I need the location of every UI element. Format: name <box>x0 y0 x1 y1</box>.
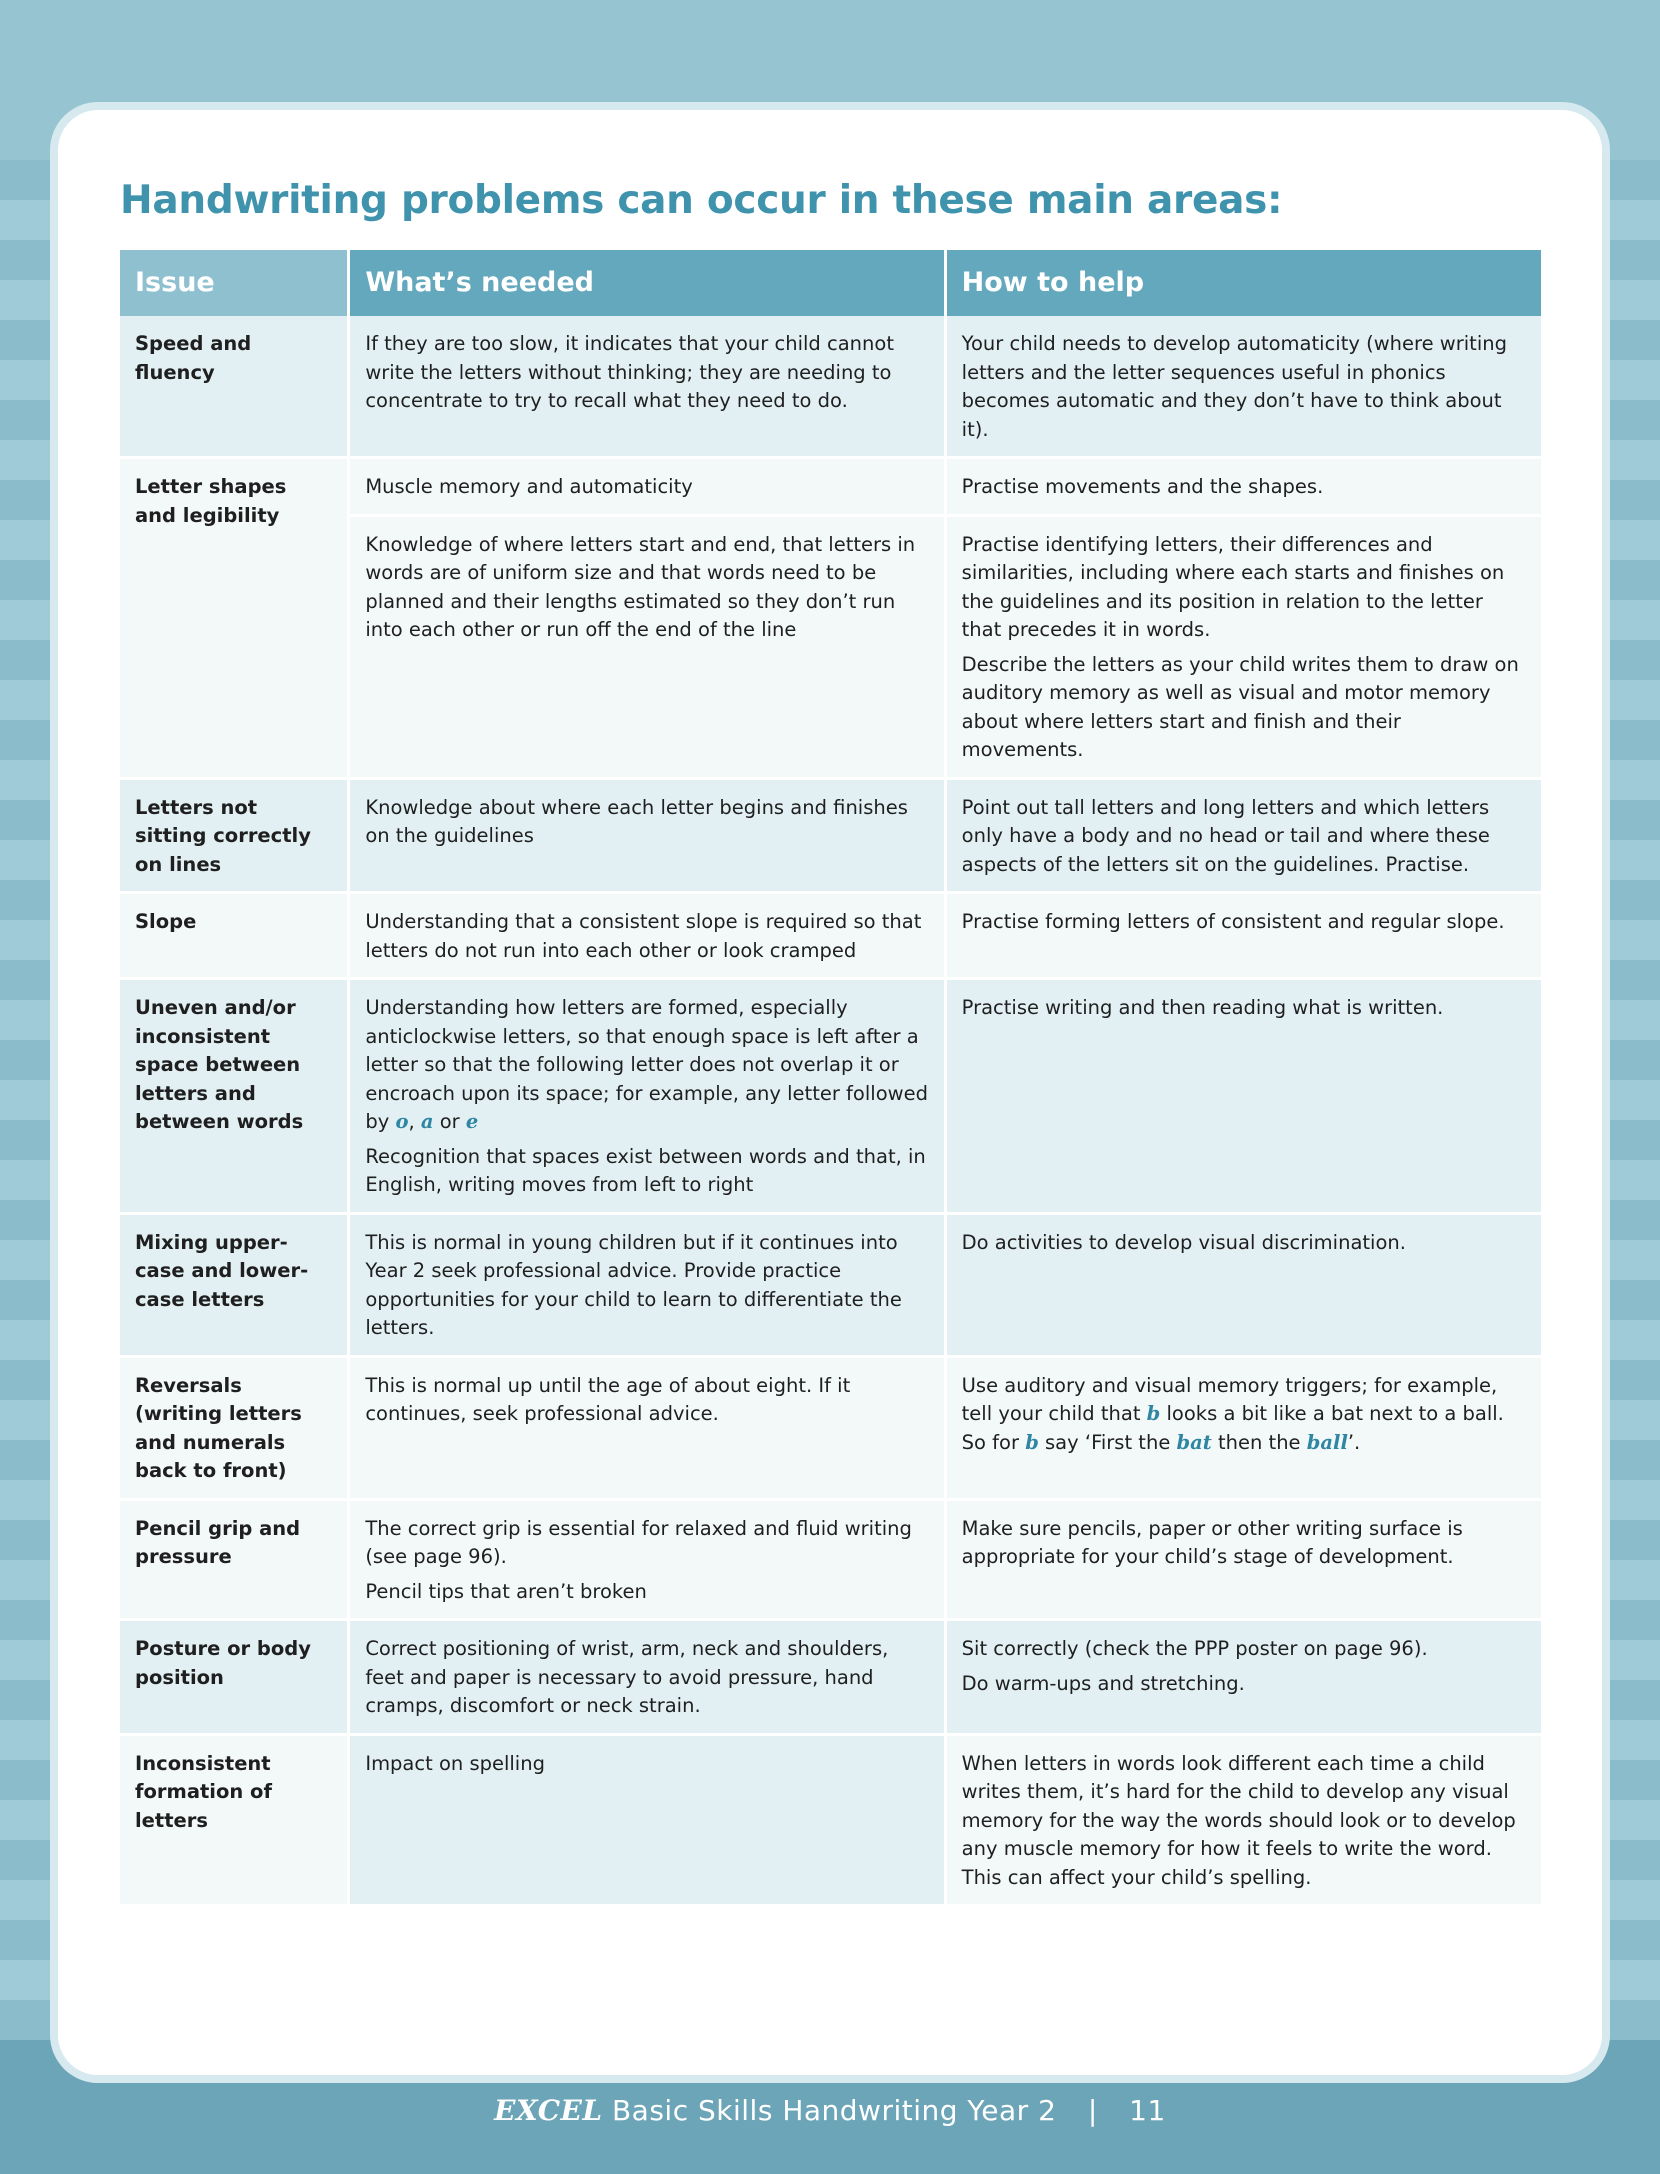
table-row <box>120 894 1541 980</box>
needed-text: This is normal in young children but if it continues into Year 2 seek professional advice. Provide practice opportunities for your child to learn to differentiate the letters. <box>365 1230 902 1339</box>
example-letter-o: o <box>395 1110 409 1133</box>
needed-cell <box>350 894 946 980</box>
needed-cell <box>350 1736 946 1908</box>
help-cell <box>947 780 1541 895</box>
table-row <box>120 980 1541 1215</box>
example-word-bat: bat <box>1176 1430 1212 1454</box>
issue-cell: Pencil grip and pressure <box>120 1501 350 1622</box>
help-cell <box>947 1501 1541 1622</box>
help-cell <box>947 980 1541 1215</box>
footer-brand: EXCEL <box>494 2094 603 2127</box>
needed-text: Impact on spelling <box>365 1751 545 1775</box>
needed-text <box>365 994 928 1137</box>
issue-cell: Inconsistent formation of letters <box>120 1736 350 1908</box>
needed-cell <box>350 316 946 459</box>
help-cell <box>947 316 1541 459</box>
needed-text: Recognition that spaces exist between words and that, in English, writing moves from left to right <box>365 1144 926 1196</box>
issue-cell: Letter shapes and legibility <box>120 459 350 780</box>
help-cell <box>947 1358 1541 1501</box>
help-text: Do warm-ups and stretching. <box>961 1671 1245 1695</box>
table-row <box>120 1501 1541 1622</box>
needed-text: If they are too slow, it indicates that your child cannot write the letters without thinking; they are needing to concentrate to try to recall what they need to do. <box>365 332 894 412</box>
help-text: Practise movements and the shapes. <box>947 473 1541 517</box>
help-cell <box>947 1736 1541 1908</box>
help-text: When letters in words look different each time a child writes them, it’s hard for the child to develop any visual memory for the way the words should look or to develop any muscle memory for how it feels to write the word. This can affect your child’s spelling. <box>961 1751 1516 1889</box>
separator-text: , <box>408 1110 421 1133</box>
help-text: Point out tall letters and long letters and which letters only have a body and no head or tail and where these aspects of the letters sit on the guidelines. Practise. <box>961 795 1490 876</box>
example-word-ball: ball <box>1306 1430 1348 1454</box>
needed-text: Knowledge of where letters start and end, that letters in words are of uniform size and that words need to be planned and their lengths estimated so they don’t run into each other or run off the end of the line <box>365 532 916 641</box>
help-text: Practise writing and then reading what is written. <box>961 996 1444 1019</box>
example-letter-e: e <box>465 1110 479 1133</box>
page-heading: Handwriting problems can occur in these main areas: <box>120 178 1283 223</box>
help-text: Do activities to develop visual discrimination. <box>961 1230 1406 1254</box>
help-part: looks a bit like a bat next to a ball. So for <box>961 1402 1504 1454</box>
table-row <box>120 1621 1541 1736</box>
needed-cell <box>350 1358 946 1501</box>
help-text: Your child needs to develop automaticity (where writing letters and the letter sequences useful in phonics becomes automatic and they don’t have to think about it). <box>961 332 1507 441</box>
help-part: say ‘First the <box>1038 1430 1177 1454</box>
page-footer <box>0 2094 1660 2127</box>
page-number: 11 <box>1129 2094 1166 2127</box>
separator-text: or <box>433 1110 466 1133</box>
issue-cell: Mixing upper-case and lower-case letters <box>120 1215 350 1358</box>
table-row <box>120 459 1541 780</box>
table-row <box>120 1358 1541 1501</box>
issue-cell: Letters not sitting correctly on lines <box>120 780 350 895</box>
help-part: then the <box>1211 1430 1307 1454</box>
needed-text: This is normal up until the age of about eight. If it continues, seek professional advice. <box>365 1373 851 1425</box>
needed-cell <box>350 1621 946 1736</box>
needed-prefix: Understanding how letters are formed, especially anticlockwise letters, so that enough space is left after a letter so that the following letter does not overlap it or encroach upon its space; for example, any letter followed by <box>365 996 928 1133</box>
issue-cell: Reversals (writing letters and numerals back to front) <box>120 1358 350 1501</box>
handwriting-problems-table <box>120 250 1541 1907</box>
needed-text: Pencil tips that aren’t broken <box>365 1579 647 1603</box>
help-text: Sit correctly (check the PPP poster on page 96). <box>961 1637 1428 1660</box>
needed-text: Understanding that a consistent slope is required so that letters do not run into each other or look cramped <box>365 910 922 962</box>
help-part: ’. <box>1347 1430 1361 1454</box>
help-part: Use auditory and visual memory triggers; for example, tell your child that <box>961 1373 1498 1425</box>
issue-cell: Speed and fluency <box>120 316 350 459</box>
needed-text: The correct grip is essential for relaxed and fluid writing (see page 96). <box>365 1516 912 1568</box>
issue-cell: Uneven and/or inconsistent space between letters and between words <box>120 980 350 1215</box>
footer-title: Basic Skills Handwriting Year 2 <box>611 2094 1057 2127</box>
needed-text: Correct positioning of wrist, arm, neck and shoulders, feet and paper is necessary to avoid pressure, hand cramps, discomfort or neck strain. <box>365 1637 889 1717</box>
needed-text: Knowledge about where each letter begins and finishes on the guidelines <box>365 795 908 847</box>
needed-cell <box>350 780 946 895</box>
help-text: Practise forming letters of consistent and regular slope. <box>961 910 1505 933</box>
help-text: Practise identifying letters, their differences and similarities, including where each starts and finishes on the guidelines and its position in relation to the letter that precedes it in words. <box>961 532 1505 641</box>
help-text: Describe the letters as your child writes them to draw on auditory memory as well as visual and motor memory about where letters start and finish and their movements. <box>961 652 1519 761</box>
table-row <box>120 1215 1541 1358</box>
table-row <box>120 1736 1541 1908</box>
table-row <box>120 316 1541 459</box>
table-row <box>120 780 1541 895</box>
needed-cell <box>350 1501 946 1622</box>
example-letter-b: b <box>1025 1430 1039 1454</box>
header-whats-needed: What’s needed <box>350 250 946 316</box>
example-letter-b: b <box>1146 1402 1161 1425</box>
help-cell <box>947 459 1541 780</box>
needed-cell <box>350 980 946 1215</box>
needed-cell <box>350 459 946 780</box>
table-header-row <box>120 250 1541 316</box>
issue-cell: Posture or body position <box>120 1621 350 1736</box>
help-text <box>962 1372 1526 1458</box>
help-cell <box>947 894 1541 980</box>
help-text: Make sure pencils, paper or other writing surface is appropriate for your child’s stage of development. <box>961 1516 1463 1568</box>
header-issue: Issue <box>120 250 350 316</box>
help-cell <box>947 1621 1541 1736</box>
footer-separator: | <box>1087 2094 1098 2127</box>
header-how-to-help: How to help <box>947 250 1541 316</box>
example-letter-a: a <box>420 1110 434 1133</box>
help-cell <box>947 1215 1541 1358</box>
needed-cell <box>350 1215 946 1358</box>
needed-text: Muscle memory and automaticity <box>350 473 943 517</box>
issue-cell: Slope <box>120 894 350 980</box>
